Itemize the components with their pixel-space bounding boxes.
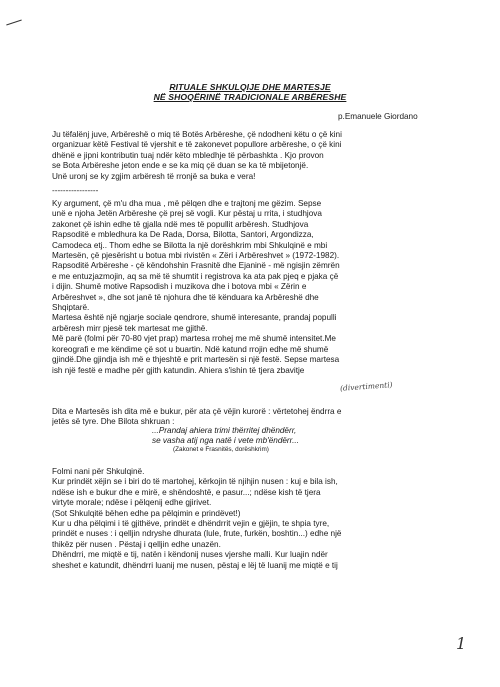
text-line: ndëse ish e bukur dhe e mirë, e shëndoshtë, e pasur...; ndëse kish të tjera <box>52 487 321 497</box>
text-line: Më parë (folmi për 70-80 vjet prap) martesa rrohej me më shumë intensitet.Me <box>52 334 336 344</box>
text-line: Ky argument, çë m'u dha mua , më pëlqen dhe e trajtonj me gëzim. Sepse <box>52 199 322 208</box>
text-line: Dita e Martesës ish dita më e bukur, për ata çë vëjin kurorë : vërtetohej ëndrra e <box>52 407 342 416</box>
text-line: Folmi nani për Shkulqinë. <box>52 467 145 476</box>
section-separator: ----------------- <box>52 186 99 195</box>
text-line: prindët e nuses : i qelljin ndryshe dhurata (lule, frute, furkën, boshtin...) edhe një <box>52 529 342 539</box>
text-line: zakonet çë ishin edhe të gjalla ndë mes të popullit arbëresh. Studhjova <box>52 219 309 229</box>
text-line: Arbëreshvet », dhe sot janë të njohura dhe të kënduara ka Arbëreshë dhe <box>52 292 319 302</box>
text-line: (Sot Shkulqitë bëhen edhe pa pëlqimin e prindëvet!) <box>52 508 241 518</box>
text-line: Martesa është një ngjarje sociale qendrore, shumë interesante, prandaj populli <box>52 313 337 323</box>
main-paragraph <box>52 199 464 376</box>
quote-source: (Zakonet e Frasnitës, dorëshkrim) <box>173 446 269 453</box>
handwritten-annotation: (divertimenti) <box>339 380 393 393</box>
text-line: jetës së tyre. Dhe Bilota shkruan : <box>52 417 175 427</box>
intro-paragraph <box>52 130 464 182</box>
document-author: p.Emanuele Giordano <box>338 112 418 121</box>
text-line: virtyte morale; ndëse i pëlqenij edhe gjirivet. <box>52 498 212 508</box>
text-line: e me entuzjazmojin, aq sa më të shumtit i registrova ka ata pak pjeq e pjaka çë <box>52 271 339 281</box>
document-title-line2: NË SHOQËRINË TRADICIONALE ARBËRESHE <box>153 92 347 102</box>
text-line: i dijin. Shumë motive Rapsodish i muzikova dhe i botova mbi « Zërin e <box>52 282 307 292</box>
text-line: organizuar këtë Festival të vjershit e të zakonevet popullore arbëreshe, o çë kini <box>52 140 342 150</box>
text-line: Ju tëfalënj juve, Arbëreshë o miq të Botës Arbëreshe, çë ndodheni këtu o çë kini <box>52 130 342 139</box>
text-line: koreografi e me këndime çë sot u buartin. Ndë katund rrojin edhe më shumë <box>52 344 329 354</box>
text-line: Dhëndrri, me miqtë e tij, natën i këndonij nuses vjershe malli. Kur luajin ndër <box>52 550 328 560</box>
handwritten-page-number: 1 <box>456 634 467 653</box>
engagement-paragraph <box>52 467 464 571</box>
quote-line: ...Prandaj ahiera trimi thërritej dhëndërr, <box>152 426 297 435</box>
text-line: Martesën, çë pjesërisht u botua mbi rivistën « Zëri i Arbëreshvet » (1972-1982). <box>52 251 340 261</box>
text-line: Kur u dha pëlqimi i të gjithëve, prindët e dhëndrrit vejin e gjëjin, te shpia tyre, <box>52 519 330 529</box>
text-line: sheshet e katundit, dhëndrri luanij me nusen, pëstaj e lëj të luanij me miqtë e tij <box>52 560 338 570</box>
text-line: Shqiptarë. <box>52 303 90 313</box>
wedding-day-paragraph <box>52 407 464 428</box>
bilotta-quote <box>152 426 452 447</box>
text-line: thikëz për nusen . Pëstaj i qelljin edhe unazën. <box>52 539 221 549</box>
text-line: Rapsoditë e mbledhura ka De Rada, Dorsa, Bilotta, Santori, Argondizza, <box>52 230 314 240</box>
text-line: gjindë.Dhe gjindja ish më e thjeshtë e prit martesën si një festë. Sepse martesa <box>52 355 340 365</box>
document-title-line1: RITUALE SHKULQIJE DHE MARTESJE <box>169 82 331 92</box>
text-line: se Bota Arbëreshe jeton ende e se ka miq çë duan se ka të mbijetonjë. <box>52 161 309 171</box>
text-line: Unë uronj se ky zgjim arbëresh të rronjë sa buka e vera! <box>52 171 256 181</box>
text-line: dhënë e jipni kontributin tuaj ndër këto mbledhje të përbashkta . Kjo provon <box>52 150 324 160</box>
text-line: Rapsoditë Arbëreshe - çë këndohshin Frasnitë dhe Ejaninë - më ngisjin zëmrën <box>52 261 340 271</box>
text-line: ish një festë e madhe për gjith katundin. Ahiera s'ishin të tjera zbavitje <box>52 365 305 375</box>
text-line: arbëresh mirr pjesë tek martesat me gjithë. <box>52 323 208 333</box>
text-line: unë e njoha Jetën Arbëreshe çë prej së vogli. Kur pëstaj u rrita, i studhjova <box>52 209 322 219</box>
quote-line: se vasha atij nga natë i vete mb'ëndërr... <box>152 436 299 446</box>
corner-pen-mark <box>6 20 22 26</box>
text-line: Camodeca etj.. Thom edhe se Bilotta la një dorëshkrim mbi Shkulqinë e mbi <box>52 240 328 250</box>
text-line: Kur prindët xëjin se i biri do të martohej, kërkojin të njihjin nusen : kuj e bila ish, <box>52 477 338 487</box>
